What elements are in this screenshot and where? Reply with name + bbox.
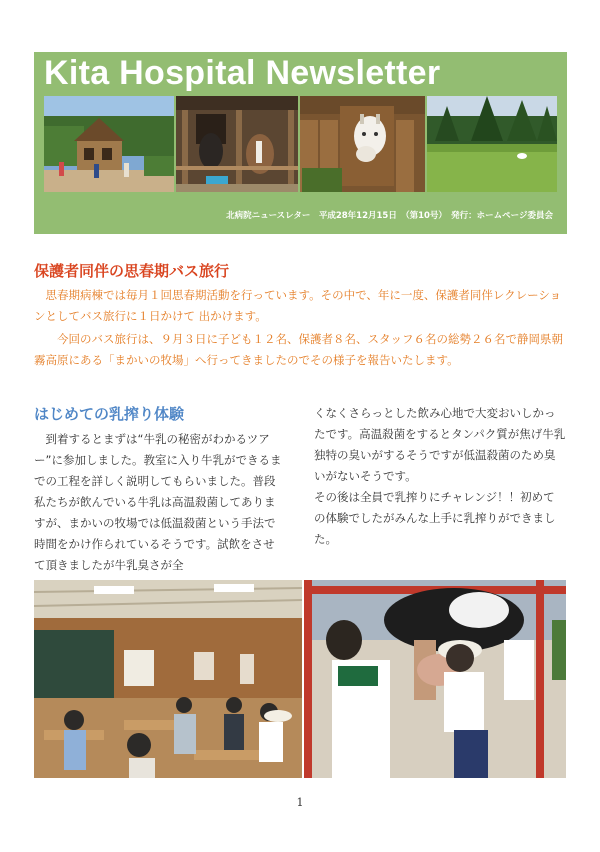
- milking-heading: はじめての乳搾り体験: [34, 405, 185, 423]
- goat-photo: [300, 96, 425, 192]
- newsletter-header: [34, 52, 567, 234]
- header-photo-strip: [44, 96, 557, 192]
- bus-trip-paragraph-1: 思春期病棟では毎月１回思春期活動を行っています。その中で、年に一度、保護者同伴レクレーションとしてバス旅行に１日かけて 出かけます。: [34, 288, 562, 323]
- horse-stable-photo: [176, 96, 298, 192]
- milking-photo: [304, 580, 566, 778]
- issue-info: 北病院ニュースレター 平成28年12月15日 （第10号） 発行：ホームページ委員会: [226, 211, 553, 221]
- bus-trip-heading: 保護者同伴の思春期バス旅行: [34, 262, 230, 280]
- bus-trip-paragraph-2: 今回のバス旅行は、９月３日に子ども１２名、保護者８名、スタッフ６名の総勢２６名で静岡県朝霧高原にある「まかいの牧場」へ行ってきましたのでその様子を報告いたします。: [34, 332, 563, 367]
- page-number: 1: [296, 796, 304, 809]
- newsletter-title: Kita Hospital Newsletter: [44, 54, 441, 92]
- milking-right-column-1: くなくさらっとした飲み心地で大変おいしかったです。高温殺菌をするとタンパク質が焦げ牛乳独特の臭いがするそうですが低温殺菌のため臭いがないそうです。: [314, 406, 566, 483]
- classroom-photo: [34, 580, 302, 778]
- ranch-building-photo: [44, 96, 174, 192]
- pasture-photo: [427, 96, 557, 192]
- milking-right-column-2: その後は全員で乳搾りにチャレンジ！！初めての体験でしたがみんな上手に乳搾りができました。: [314, 490, 556, 546]
- milking-left-column: 到着するとまずは“牛乳の秘密がわかるツアー”に参加しました。教室に入り牛乳ができるまでの工程を詳しく説明してもらいました。普段私たちが飲んでいる牛乳は高温殺菌してありますが、まかいの牧場では低温殺菌という手法で時間をかけ作られているそうです。試飲をさせて頂きましたが牛乳臭さが全: [34, 432, 282, 572]
